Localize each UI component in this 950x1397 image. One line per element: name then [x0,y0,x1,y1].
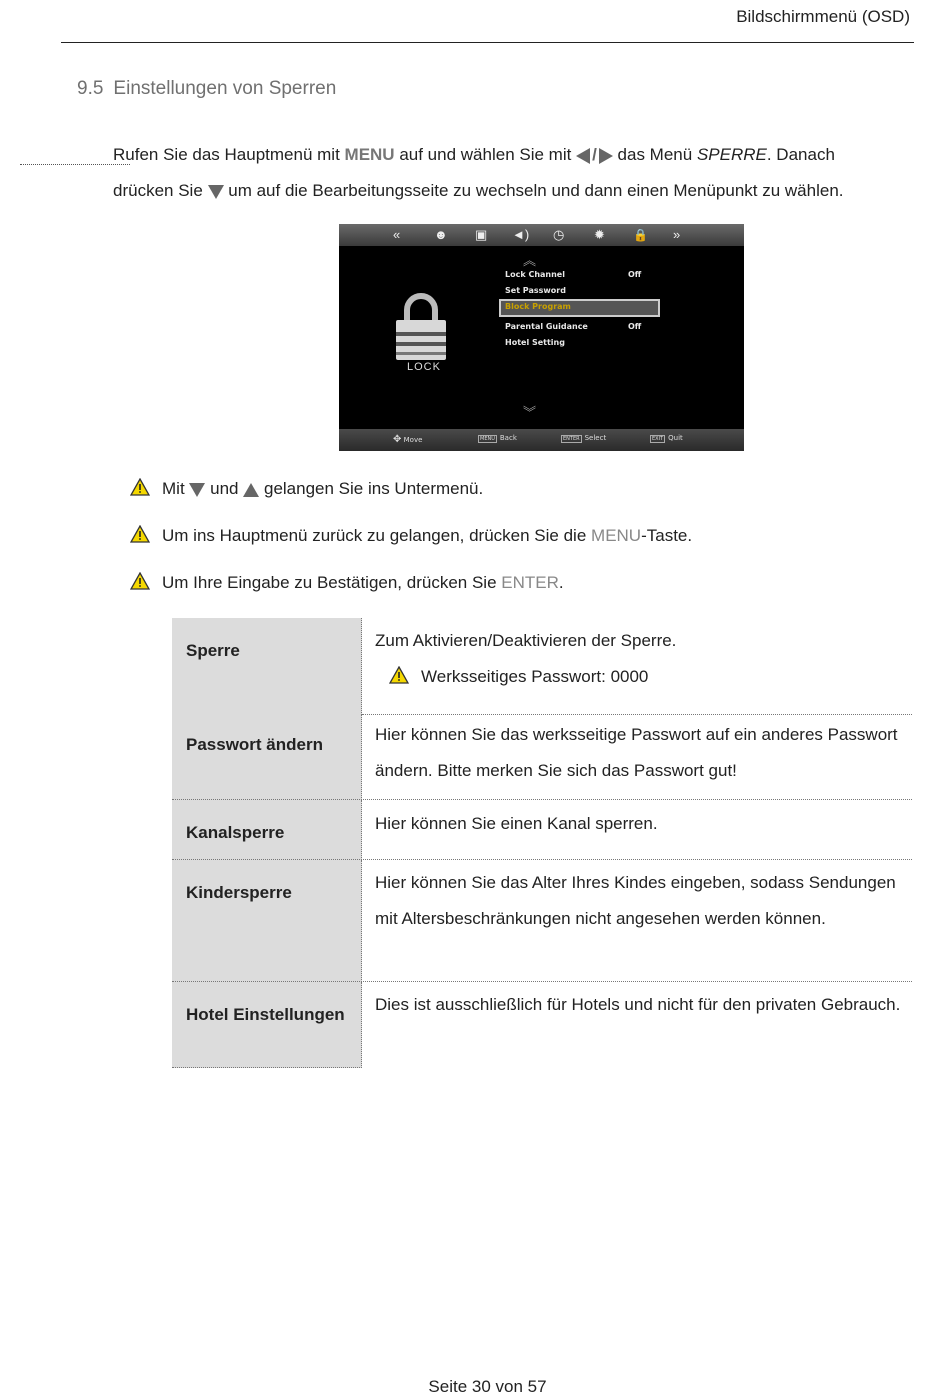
enter-key-label: ENTER [501,573,559,592]
warning-icon [130,478,150,496]
header-rule [61,42,914,43]
intro-paragraph [113,137,913,209]
osd-item-parental-guidance: Parental Guidance [505,322,588,331]
row-label: Passwort ändern [186,735,323,754]
osd-hint-label: Quit [668,434,683,442]
intro-text: um auf die Bearbeitungsseite zu wechseln und dann einen Menüpunkt zu wählen. [228,181,844,200]
row-description: Dies ist ausschließlich für Hotels und nicht für den privaten Gebrauch. [375,995,901,1014]
menu-name: SPERRE [696,145,767,164]
menu-key-label: MENU [344,145,395,164]
table-row [172,715,912,800]
row-description: Hier können Sie das werksseitige Passwort auf ein anderes Passwort ändern. Bitte merken Sie sich das Passwort gut! [375,725,898,780]
osd-hint-select [561,434,606,443]
row-description-text: Zum Aktivieren/Deaktivieren der Sperre. [375,631,677,650]
osd-item-lock-channel-value: Off [628,270,642,279]
osd-bottom-bar [339,429,744,451]
note-text: Um ins Hauptmenü zurück zu gelangen, drücken Sie die [162,526,587,545]
arrow-left-icon [576,148,590,164]
table-row [172,618,912,715]
osd-screen-icon: ▣ [475,227,488,242]
row-label: Sperre [186,641,240,660]
osd-scroll-down-icon: ︾ [523,405,537,420]
row-label: Kanalsperre [186,823,285,842]
osd-hint-label: Select [584,434,607,442]
intro-text: . Danach [766,145,835,164]
osd-item-block-program-selected [499,299,660,317]
osd-item-parental-guidance-value: Off [628,322,642,331]
page-number: Seite 30 von 57 [428,1377,547,1396]
note-submenu [130,477,483,501]
row-divider [172,1067,360,1068]
osd-hint-move [393,434,422,445]
row-label-cell [172,715,362,800]
osd-item-set-password: Set Password [505,286,566,295]
osd-item-lock-channel: Lock Channel [505,270,565,279]
osd-hint-back [478,434,517,443]
menu-key-icon: MENU [480,436,495,442]
row-label-cell [172,982,362,1068]
row-description: Hier können Sie einen Kanal sperren. [375,814,658,833]
section-number: 9.5 [77,78,104,99]
note-main-menu [130,524,692,548]
row-label: Kindersperre [186,883,292,902]
note-text: und [210,479,239,498]
osd-next-icon: » [673,227,681,242]
osd-top-bar [339,224,744,246]
default-password-note [375,659,905,695]
osd-scroll-up-icon: ︽ [523,253,537,268]
osd-hint-label: Back [499,434,517,442]
arrow-right-icon [599,148,613,164]
note-text: . [558,573,564,592]
row-description: Hier können Sie das Alter Ihres Kindes eingeben, sodass Sendungen mit Altersbeschränkungen nicht angesehen werden können. [375,873,896,928]
page-header-title: Bildschirmmenü (OSD) [736,7,910,26]
lock-settings-table [172,618,912,1068]
osd-time-icon: ◷ [553,227,565,242]
menu-key-label: MENU [591,526,642,545]
osd-prev-icon: « [393,227,401,242]
osd-item-hotel-setting: Hotel Setting [505,338,565,347]
row-label-cell [172,860,362,982]
intro-text: das Menü [617,145,693,164]
osd-setup-icon: ✹ [594,227,605,242]
note-text: -Taste. [641,526,693,545]
osd-hint-quit [650,434,683,443]
slash-glyph: / [592,145,597,164]
table-row [172,860,912,982]
note-text: gelangen Sie ins Untermenü. [263,479,484,498]
note-text: Mit [162,479,185,498]
default-password-text: Werksseitiges Passwort: 0000 [421,667,649,686]
row-label: Hotel Einstellungen [186,1005,345,1024]
warning-icon [389,666,409,684]
row-label-cell [172,800,362,860]
row-description [375,623,905,695]
osd-picture-icon: ☻ [434,227,448,242]
intro-text: drücken Sie [113,181,203,200]
table-row [172,982,912,1068]
note-enter [130,571,564,595]
move-icon: ✥ [393,434,402,445]
osd-sound-icon: ◄) [512,227,530,242]
enter-key-icon: ENTER [563,436,580,442]
intro-text: auf und wählen Sie mit [399,145,572,164]
osd-lock-tab-icon: 🔒 [633,228,648,242]
note-text: Um Ihre Eingabe zu Bestätigen, drücken Sie [162,573,497,592]
section-title: Einstellungen von Sperren [113,78,337,99]
warning-icon [130,525,150,543]
row-label-cell [172,618,362,715]
osd-lock-menu-screenshot [339,224,744,451]
warning-icon [130,572,150,590]
osd-lock-caption: LOCK [407,361,441,373]
padlock-icon [393,290,449,362]
table-row [172,800,912,860]
osd-hint-label: Move [403,436,423,444]
intro-text: Rufen Sie das Hauptmenü mit [113,145,340,164]
section-heading [77,78,336,100]
arrow-down-icon [208,185,224,199]
exit-key-icon: EXIT [652,436,664,442]
arrow-down-icon [189,483,205,497]
osd-item-block-program: Block Program [505,302,571,311]
arrow-up-icon [243,483,259,497]
